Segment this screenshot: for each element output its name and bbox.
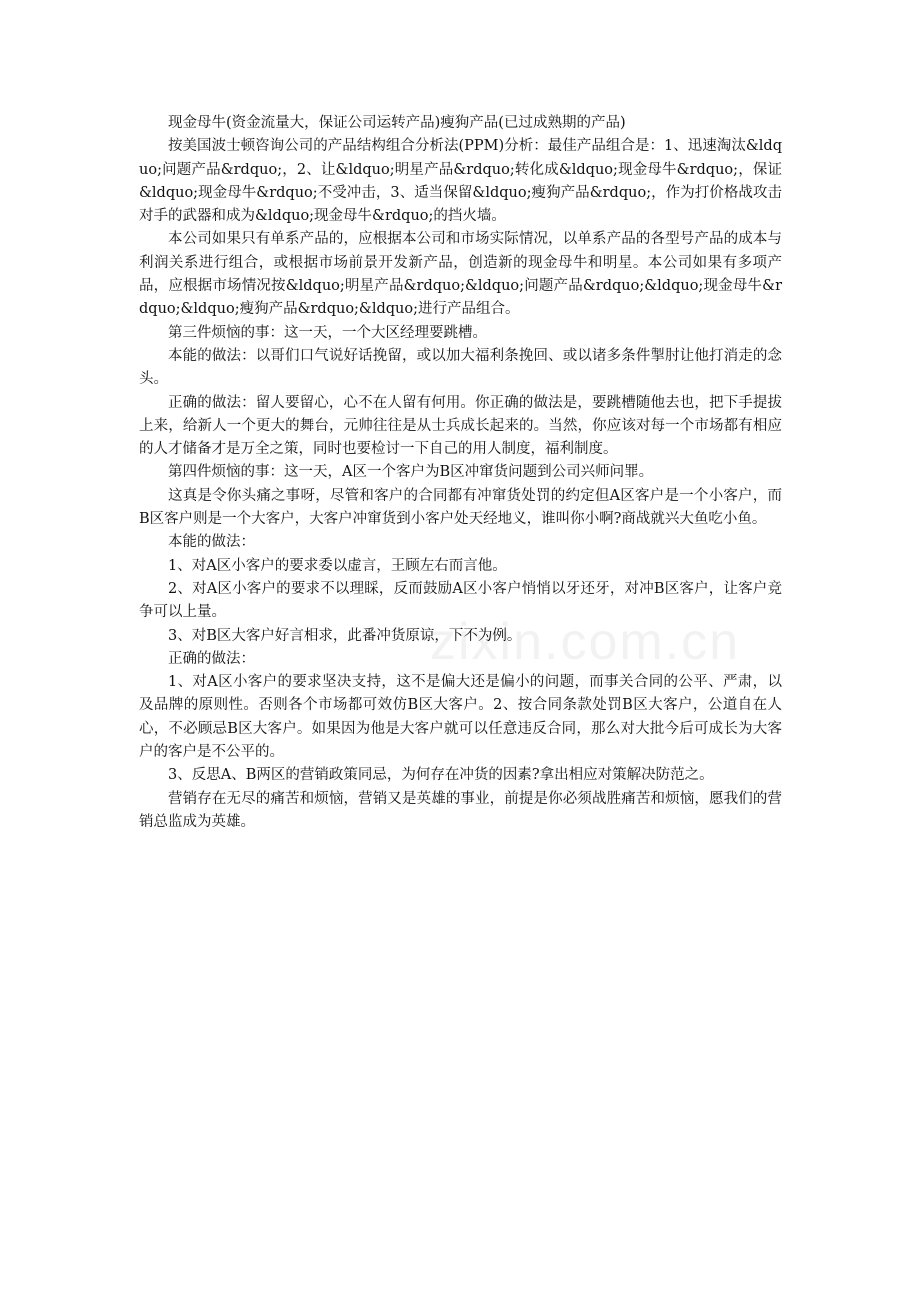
paragraph-11: 2、对A区小客户的要求不以理睬，反而鼓励A区小客户悄悄以牙还牙，对冲B区客户，让客户竞争可以上量。 xyxy=(139,580,782,621)
paragraph-1: 现金母牛(资金流量大，保证公司运转产品)瘦狗产品(已过成熟期的产品) xyxy=(168,115,626,131)
paragraph-8: 这真是令你头痛之事呀，尽管和客户的合同都有冲窜货处罚的约定但A区客户是一个小客户，而B区客户则是一个大客户，大客户冲窜货到小客户处天经地义，谁叫你小啊?商战就兴大鱼吃小鱼。 xyxy=(139,487,782,528)
paragraph-6: 正确的做法：留人要留心，心不在人留有何用。你正确的做法是，要跳槽随他去也，把下手提拔上来，给新人一个更大的舞台，元帅往往是从士兵成长起来的。当然，你应该对每一个市场都有相应的人才储备才是万全之策，同时也要检讨一下自己的用人制度，福利制度。 xyxy=(139,394,782,458)
paragraph-12: 3、对B区大客户好言相求，此番冲货原谅，下不为例。 xyxy=(168,627,522,644)
paragraph-3: 本公司如果只有单系产品的，应根据本公司和市场实际情况，以单系产品的各型号产品的成本与利润关系进行组合，或根据市场前景开发新产品，创造新的现金母牛和明星。本公司如果有多项产品，应根据市场情况按&ldquo;明星产品&rdquo;&ldquo;问题产品&rdquo;&ldquo;现金母牛&rdquo;&ldquo;瘦狗产品&rdquo;&ldquo;进行产品组合。 xyxy=(139,231,782,318)
paragraph-16: 营销存在无尽的痛苦和烦恼，营销又是英雄的事业，前提是你必须战胜痛苦和烦恼，愿我们的营销总监成为英雄。 xyxy=(139,790,782,830)
paragraph-13: 正确的做法： xyxy=(168,650,255,667)
document-body xyxy=(139,112,782,834)
paragraph-9: 本能的做法： xyxy=(168,534,255,551)
paragraph-4: 第三件烦恼的事：这一天，一个大区经理要跳槽。 xyxy=(168,324,487,341)
paragraph-10: 1、对A区小客户的要求委以虚言，王顾左右而言他。 xyxy=(168,557,507,574)
paragraph-2: 按美国波士顿咨询公司的产品结构组合分析法(PPM)分析：最佳产品组合是：1、迅速淘汰&ldquo;问题产品&rdquo;，2、让&ldquo;明星产品&rdquo;转化成&ldquo;现金母牛&rdquo;，保证&ldquo;现金母牛&rdquo;不受冲击，3、适当保留&ldquo;瘦狗产品&rdquo;，作为打价格战攻击对手的武器和成为&ldquo;现金母牛&rdquo;的挡火墙。 xyxy=(139,138,782,225)
paragraph-14: 1、对A区小客户的要求坚决支持，这不是偏大还是偏小的问题，而事关合同的公平、严肃，以及品牌的原则性。否则各个市场都可效仿B区大客户。2、按合同条款处罚B区大客户，公道自在人心，不必顾忌B区大客户。如果因为他是大客户就可以任意违反合同，那么对大批今后可成长为大客户的客户是不公平的。 xyxy=(139,674,782,761)
watermark: zixin.com.cn xyxy=(430,613,741,671)
paragraph-7: 第四件烦恼的事：这一天，A区一个客户为B区冲窜货问题到公司兴师问罪。 xyxy=(168,464,654,481)
paragraph-5: 本能的做法：以哥们口气说好话挽留，或以加大福利条挽回、或以诸多条件掣肘让他打消走的念头。 xyxy=(139,347,782,388)
paragraph-15: 3、反思A、B两区的营销政策同忌，为何存在冲货的因素?拿出相应对策解决防范之。 xyxy=(168,767,714,784)
